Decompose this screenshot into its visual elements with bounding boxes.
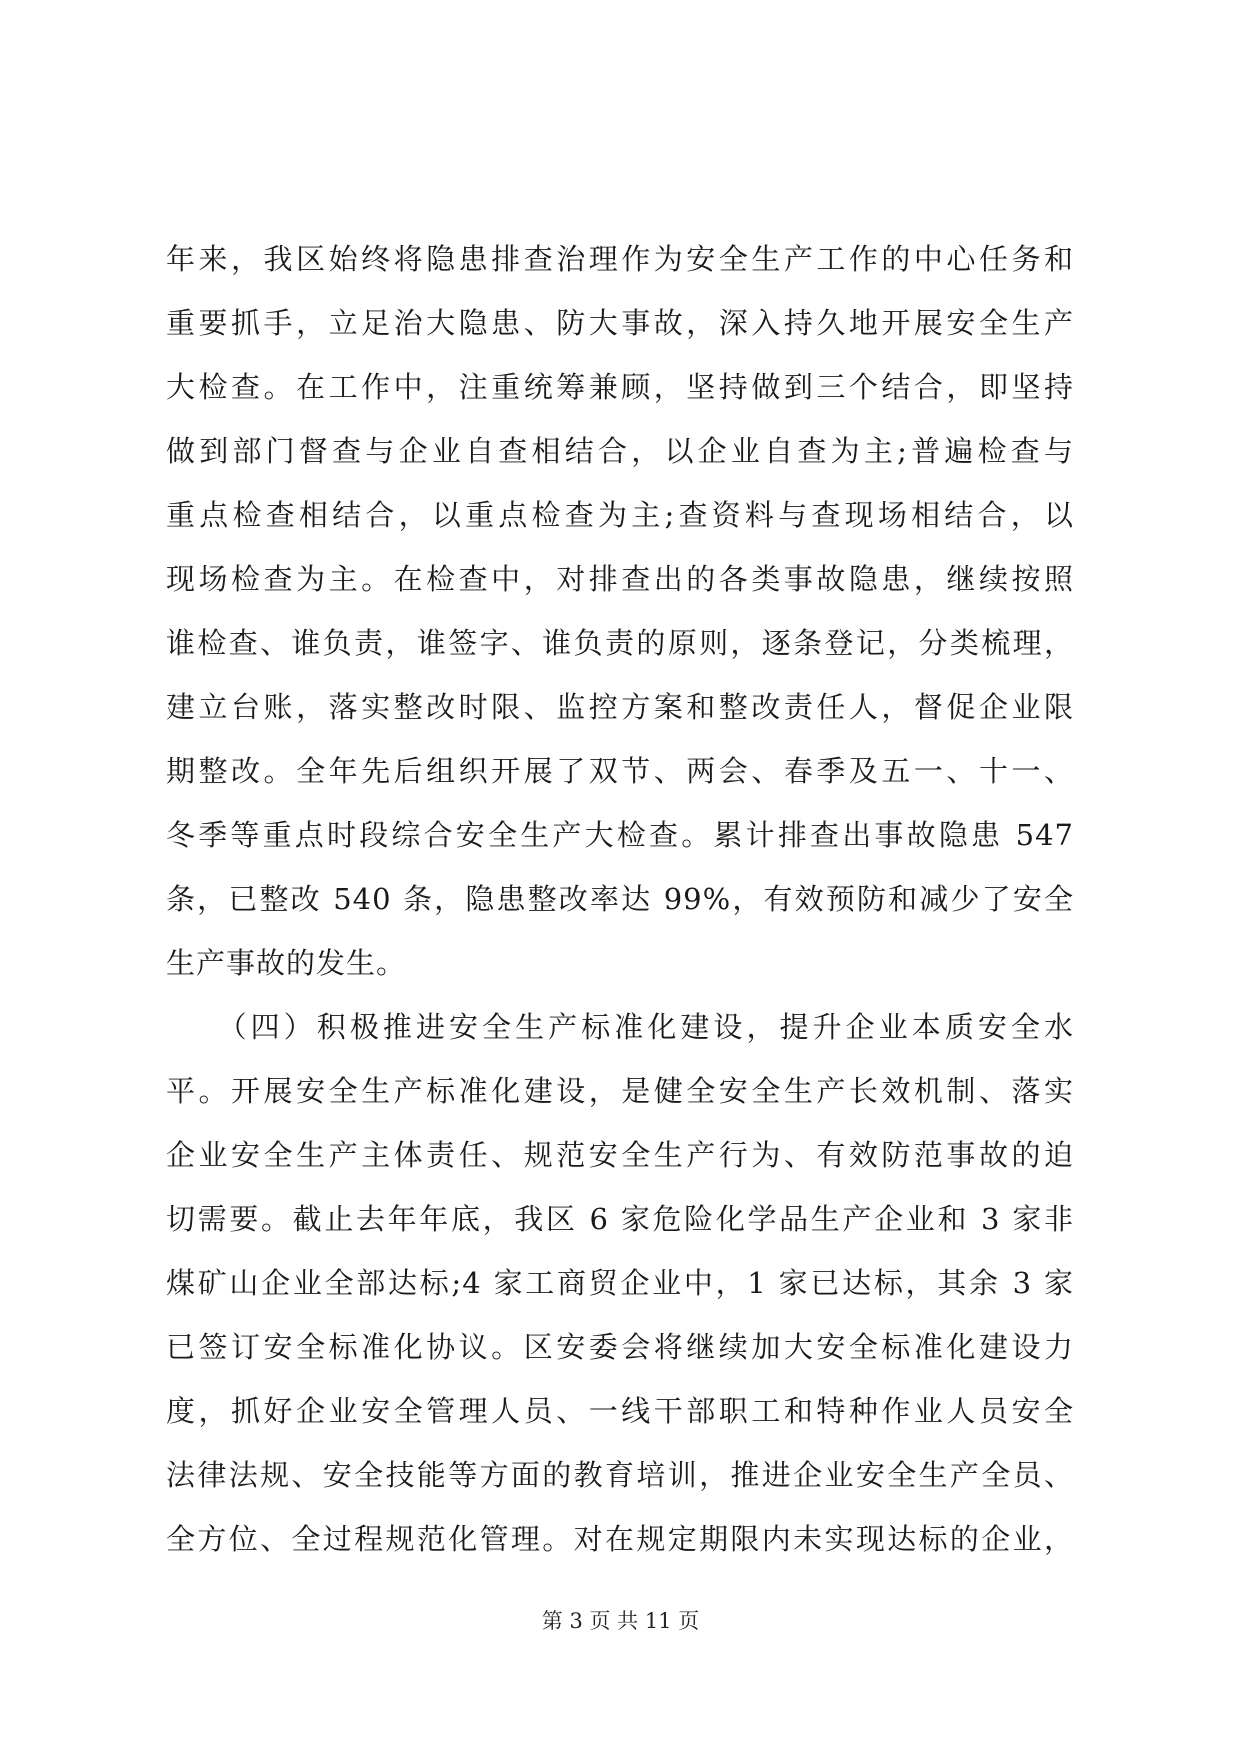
text-line: 生产事故的发生。 [166,946,407,980]
text-line: 已签订安全标准化协议。区安委会将继续加大安全标准化建设力 [166,1330,1074,1364]
text-line: 全方位、全过程规范化管理。对在规定期限内未实现达标的企业， [166,1522,1074,1556]
text-line: 冬季等重点时段综合安全生产大检查。累计排查出事故隐患 547 [166,818,1074,852]
text-line: 平。开展安全生产标准化建设，是健全安全生产长效机制、落实 [166,1074,1074,1108]
text-line: 建立台账，落实整改时限、监控方案和整改责任人，督促企业限 [166,690,1074,724]
text-line: 煤矿山企业全部达标;4 家工商贸企业中，1 家已达标，其余 3 家 [166,1266,1074,1300]
text-line: 切需要。截止去年年底，我区 6 家危险化学品生产企业和 3 家非 [166,1202,1074,1236]
text-line: 重要抓手，立足治大隐患、防大事故，深入持久地开展安全生产 [166,306,1074,340]
text-line: 企业安全生产主体责任、规范安全生产行为、有效防范事故的迫 [166,1138,1074,1172]
text-line: 谁检查、谁负责，谁签字、谁负责的原则，逐条登记，分类梳理， [166,626,1074,660]
text-line: 年来，我区始终将隐患排查治理作为安全生产工作的中心任务和 [166,242,1074,276]
text-line: 重点检查相结合，以重点检查为主;查资料与查现场相结合，以 [166,498,1074,532]
text-line: 条，已整改 540 条，隐患整改率达 99%，有效预防和减少了安全 [166,882,1074,916]
text-line: 做到部门督查与企业自查相结合，以企业自查为主;普遍检查与 [166,434,1074,468]
text-line: 期整改。全年先后组织开展了双节、两会、春季及五一、十一、 [166,754,1074,788]
text-line: 现场检查为主。在检查中，对排查出的各类事故隐患，继续按照 [166,562,1074,596]
text-line: 度，抓好企业安全管理人员、一线干部职工和特种作业人员安全 [166,1394,1074,1428]
body-text [166,227,1074,1571]
text-line: （四）积极推进安全生产标准化建设，提升企业本质安全水 [166,1010,1074,1044]
text-line: 大检查。在工作中，注重统筹兼顾，坚持做到三个结合，即坚持 [166,370,1074,404]
page-number-footer: 第 3 页 共 11 页 [541,1609,700,1633]
text-line: 法律法规、安全技能等方面的教育培训，推进企业安全生产全员、 [166,1458,1074,1492]
